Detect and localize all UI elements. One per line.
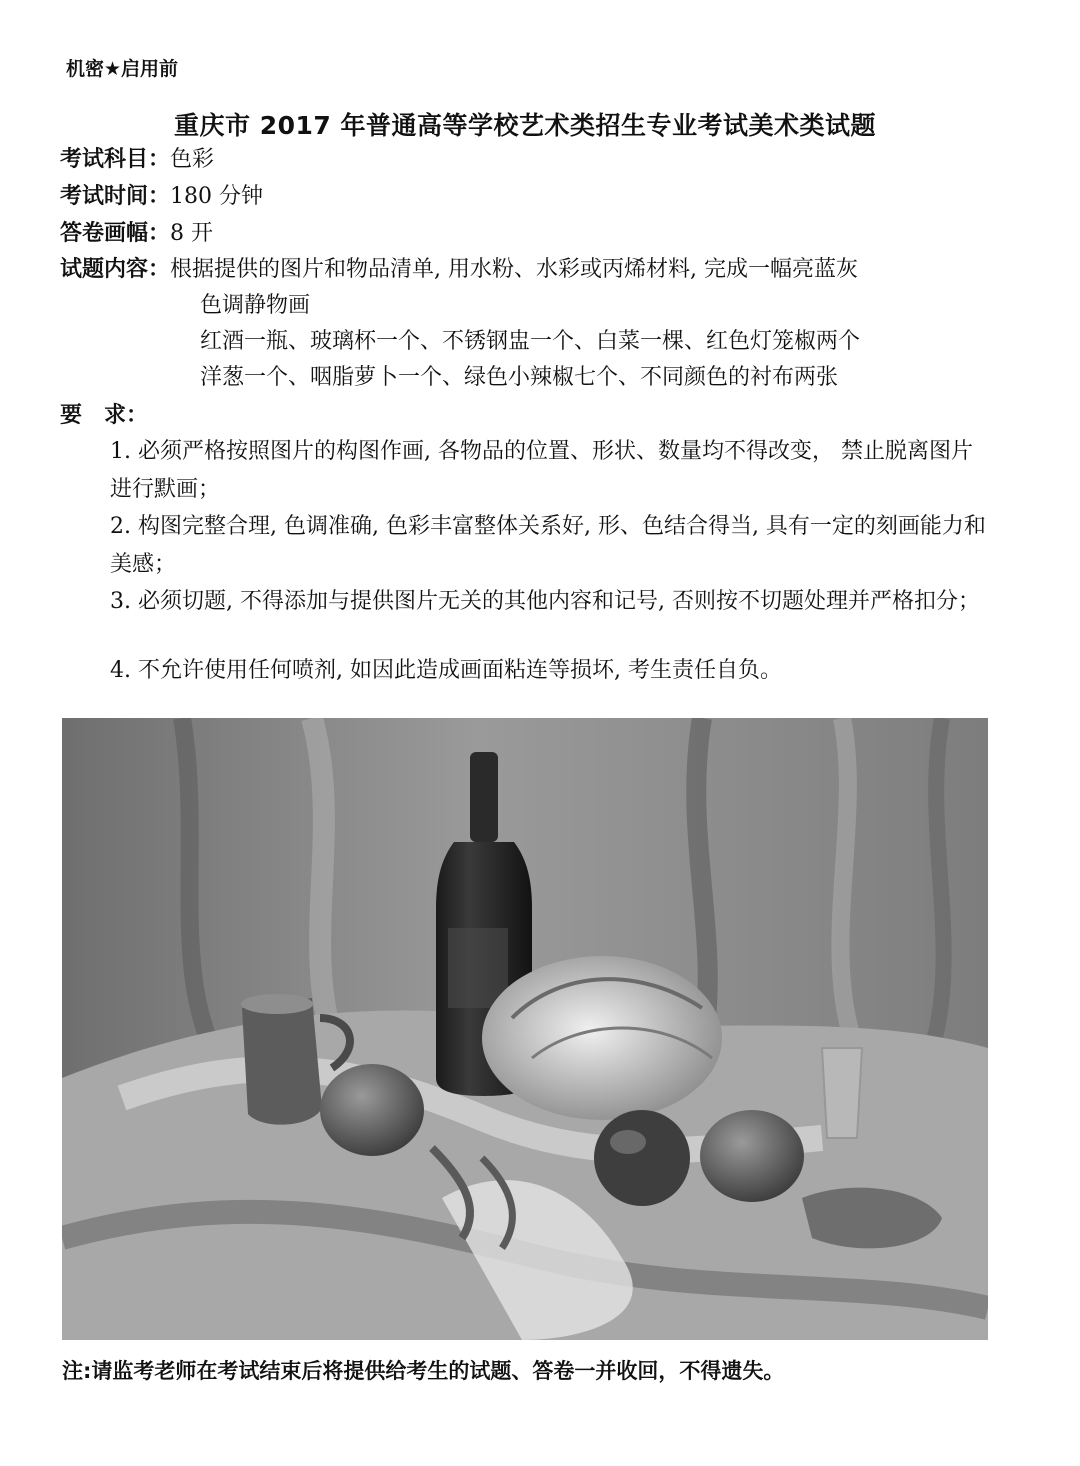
cup-rim	[241, 994, 313, 1014]
content-line-3: 红酒一瓶、玻璃杯一个、不锈钢盅一个、白菜一棵、红色灯笼椒两个	[200, 329, 861, 354]
size-label: 答卷画幅：	[60, 221, 171, 246]
requirement-item	[60, 652, 990, 690]
still-life-photo-illustration	[62, 718, 988, 1340]
subject-label: 考试科目：	[60, 147, 171, 172]
still-life-photo	[62, 718, 988, 1340]
requirement-text-3: 3. 必须切题, 不得添加与提供图片无关的其他内容和记号, 否则按不切题处理并严格扣分；	[110, 589, 980, 614]
content-line-2: 色调静物画	[200, 293, 311, 318]
content-line-4: 洋葱一个、咽脂萝卜一个、绿色小辣椒七个、不同颜色的衬布两张	[200, 365, 839, 390]
requirement-item	[60, 583, 990, 621]
glass-cup	[822, 1048, 862, 1138]
content-field	[60, 252, 858, 288]
bell-pepper	[700, 1110, 804, 1202]
content-label: 试题内容：	[60, 257, 171, 282]
requirement-text-4: 4. 不允许使用任何喷剂, 如因此造成画面粘连等损坏, 考生责任自负。	[110, 658, 782, 683]
requirements-heading: 要 求：	[60, 403, 149, 428]
drape-fold	[932, 718, 944, 1048]
requirement-text-2: 2. 构图完整合理, 色调准确, 色彩丰富整体关系好, 形、色结合得当, 具有一定的刻画能力和美感；	[110, 514, 986, 577]
size-field	[60, 216, 213, 252]
time-value: 180 分钟	[170, 184, 264, 209]
drape-fold	[312, 718, 332, 1038]
size-value: 8 开	[170, 221, 214, 246]
onion-highlight	[610, 1130, 646, 1154]
footer-note: 注:请监考老师在考试结束后将提供给考生的试题、答卷一并收回，不得遗失。	[62, 1359, 785, 1383]
bell-pepper	[320, 1064, 424, 1156]
requirement-item	[60, 508, 990, 584]
drape-fold	[840, 718, 852, 1038]
content-line-1: 根据提供的图片和物品清单, 用水粉、水彩或丙烯材料, 完成一幅亮蓝灰	[170, 257, 858, 282]
subject-field	[60, 142, 214, 178]
steel-cup	[242, 998, 322, 1125]
requirement-item	[60, 433, 990, 509]
subject-value: 色彩	[170, 147, 215, 172]
page-title: 重庆市 2017 年普通高等学校艺术类招生专业考试美术类试题	[174, 111, 876, 140]
confidential-mark: 机密★启用前	[66, 58, 179, 80]
requirement-text-1: 1. 必须严格按照图片的构图作画, 各物品的位置、形状、数量均不得改变， 禁止脱离图片进行默画；	[110, 439, 973, 502]
time-field	[60, 179, 263, 215]
onion	[594, 1110, 690, 1206]
time-label: 考试时间：	[60, 184, 171, 209]
bottle-neck	[470, 752, 498, 842]
